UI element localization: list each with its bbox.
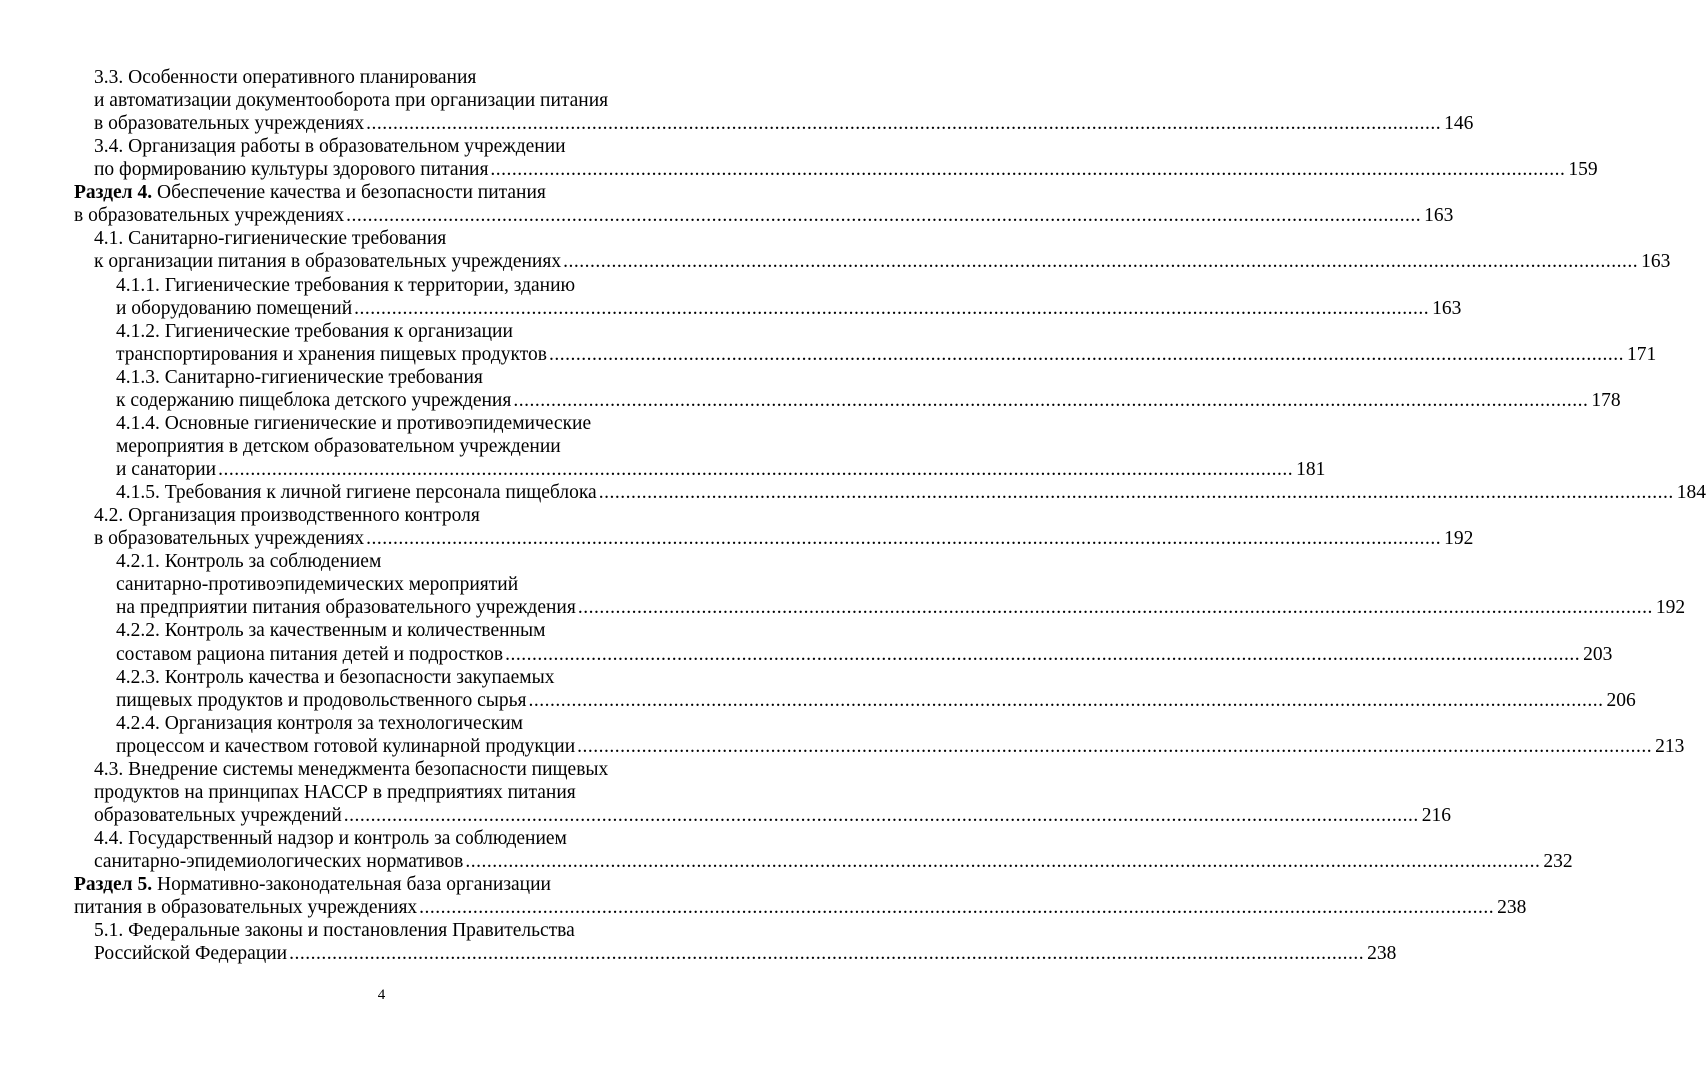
toc-line-text: 4.1. Санитарно-гигиенические требования	[94, 228, 447, 250]
toc-page-number: 206	[1606, 689, 1636, 711]
toc-line	[94, 250, 1671, 273]
page-number: 4	[377, 987, 386, 1003]
toc-line-text: санитарно-противоэпидемических мероприятий	[116, 574, 519, 596]
toc-line-text: к содержанию пищеблока детского учреждения	[116, 389, 512, 411]
toc-line-text: образовательных учреждений	[94, 804, 342, 826]
toc-page-number: 163	[1641, 251, 1671, 273]
dot-leader: ........................................................................................................................................................................................................	[490, 159, 1566, 181]
toc-line	[116, 596, 1686, 619]
toc-line	[116, 343, 1657, 366]
toc-line-text: и автоматизации документооборота при организации питания	[94, 90, 609, 112]
toc-line-text: санитарно-эпидемиологических нормативов	[94, 851, 464, 873]
toc-line	[116, 689, 1636, 712]
toc-line	[116, 412, 591, 435]
toc-line-text	[74, 182, 546, 203]
toc-page-number: 159	[1568, 159, 1598, 181]
toc-line	[74, 873, 551, 896]
toc-line	[94, 112, 1474, 135]
dot-leader: ........................................................................................................................................................................................................	[505, 643, 1581, 665]
toc-page-number: 181	[1296, 459, 1326, 481]
toc-page-number: 146	[1444, 113, 1474, 135]
toc-line-text: и санатории	[116, 459, 217, 481]
section-title: Обеспечение качества и безопасности питания	[152, 182, 546, 204]
toc-page-number: 192	[1444, 528, 1474, 550]
toc-line-text: пищевых продуктов и продовольственного сырья	[116, 689, 527, 711]
dot-leader: ........................................................................................................................................................................................................	[528, 689, 1604, 711]
toc-line-text: процессом и качеством готовой кулинарной продукции	[116, 735, 576, 757]
toc-line-text: в образовательных учреждениях	[74, 205, 345, 227]
toc-line	[94, 504, 480, 527]
toc-line-text: мероприятия в детском образовательном учреждении	[116, 435, 561, 457]
toc-line	[116, 550, 381, 573]
dot-leader: ........................................................................................................................................................................................................	[366, 528, 1442, 550]
toc-line	[116, 712, 523, 735]
toc-line-text: 3.3. Особенности оперативного планирования	[94, 67, 477, 88]
toc-page-number: 192	[1655, 597, 1686, 619]
dot-leader: ........................................................................................................................................................................................................	[563, 251, 1639, 273]
toc-line-text: 4.2.1. Контроль за соблюдением	[116, 551, 382, 573]
toc-line	[94, 158, 1598, 181]
toc-line	[116, 435, 561, 458]
section-label: Раздел 4.	[74, 182, 153, 204]
toc-line-text: к организации питания в образовательных учреждениях	[94, 251, 562, 273]
toc-line	[116, 643, 1613, 666]
toc-line-text: продуктов на принципах НАССР в предприятиях питания	[94, 781, 576, 803]
toc-line	[94, 66, 476, 89]
dot-leader: ........................................................................................................................................................................................................	[343, 804, 1419, 826]
toc-line-text: по формированию культуры здорового питания	[94, 159, 489, 181]
dot-leader: ........................................................................................................................................................................................................	[218, 459, 1294, 481]
toc-page-number: 163	[1432, 297, 1462, 319]
toc-line-text: транспортирования и хранения пищевых продуктов	[116, 343, 547, 365]
toc-line	[94, 135, 566, 158]
section-title: Нормативно-законодательная база организации	[152, 874, 551, 896]
dot-leader: ........................................................................................................................................................................................................	[465, 851, 1541, 873]
toc-line-text: 4.2. Организация производственного контроля	[94, 505, 480, 527]
toc-line	[116, 666, 554, 689]
toc-line-text: Российской Федерации	[94, 943, 288, 965]
toc-page-number: 238	[1367, 943, 1397, 965]
toc-line-text: 4.2.2. Контроль за качественным и количественным	[116, 620, 546, 642]
toc-line	[116, 274, 575, 297]
toc-line-text: 4.2.3. Контроль качества и безопасности закупаемых	[116, 666, 555, 688]
toc-page-number: 171	[1626, 343, 1657, 365]
toc-line-text: и оборудованию помещений	[116, 297, 353, 319]
toc-line	[94, 781, 576, 804]
toc-page-number: 216	[1421, 804, 1452, 826]
dot-leader: ........................................................................................................................................................................................................	[513, 389, 1589, 411]
toc-line	[116, 458, 1326, 481]
toc-line	[116, 297, 1462, 320]
toc-line	[116, 735, 1685, 758]
toc-line-text: 4.4. Государственный надзор и контроль за соблюдением	[94, 827, 567, 849]
toc-line	[94, 850, 1573, 873]
dot-leader: ........................................................................................................................................................................................................	[577, 735, 1653, 757]
toc-line	[94, 919, 575, 942]
toc-line	[74, 204, 1454, 227]
toc-line	[94, 89, 608, 112]
toc-line-text: 3.4. Организация работы в образовательном учреждении	[94, 136, 566, 158]
toc-line-text: питания в образовательных учреждениях	[74, 897, 418, 919]
toc-line	[74, 896, 1527, 919]
dot-leader: ........................................................................................................................................................................................................	[354, 297, 1430, 319]
dot-leader: ........................................................................................................................................................................................................	[548, 343, 1624, 365]
toc-line-text: в образовательных учреждениях	[94, 113, 365, 135]
toc-line	[116, 619, 545, 642]
toc-line-text	[74, 874, 551, 895]
toc-line	[116, 320, 513, 343]
toc-line-text: 4.3. Внедрение системы менеджмента безопасности пищевых	[94, 758, 609, 780]
toc-line-text: 4.1.5. Требования к личной гигиене персонала пищеблока	[116, 482, 597, 504]
toc-line-text: в образовательных учреждениях	[94, 528, 365, 550]
toc-line-text: 4.1.4. Основные гигиенические и противоэпидемические	[116, 412, 592, 434]
toc-page-number: 213	[1655, 735, 1685, 757]
toc-page-number: 178	[1591, 389, 1621, 411]
toc-line-text: на предприятии питания образовательного учреждения	[116, 597, 576, 619]
toc-line	[94, 827, 567, 850]
dot-leader: ........................................................................................................................................................................................................	[419, 897, 1495, 919]
section-label: Раздел 5.	[74, 874, 153, 896]
toc-line-text: 4.1.3. Санитарно-гигиенические требования	[116, 366, 483, 388]
toc-page-number: 203	[1583, 643, 1613, 665]
toc-line	[116, 366, 483, 389]
toc-line	[94, 227, 446, 250]
toc-line	[116, 573, 518, 596]
toc-page-number: 238	[1497, 897, 1527, 919]
toc-line-text: 5.1. Федеральные законы и постановления Правительства	[94, 920, 575, 942]
toc-line-text: 4.1.1. Гигиенические требования к территории, зданию	[116, 274, 576, 296]
toc-page-number: 184	[1676, 482, 1706, 504]
toc-line	[94, 758, 608, 781]
toc-page-number: 163	[1424, 205, 1454, 227]
dot-leader: ........................................................................................................................................................................................................	[289, 943, 1365, 965]
dot-leader: ........................................................................................................................................................................................................	[346, 205, 1422, 227]
toc-line	[94, 804, 1452, 827]
toc-line	[74, 181, 546, 204]
dot-leader: ........................................................................................................................................................................................................	[577, 597, 1653, 619]
toc-line	[94, 942, 1397, 965]
toc-line	[116, 389, 1621, 412]
dot-leader: ........................................................................................................................................................................................................	[598, 482, 1674, 504]
dot-leader: ........................................................................................................................................................................................................	[366, 113, 1442, 135]
toc-page-number: 232	[1543, 851, 1573, 873]
toc-line	[94, 527, 1474, 550]
toc-line-text: 4.2.4. Организация контроля за технологическим	[116, 712, 524, 734]
toc-line-text: 4.1.2. Гигиенические требования к организации	[116, 320, 513, 342]
toc-line-text: составом рациона питания детей и подростков	[116, 643, 504, 665]
toc-line	[116, 481, 1706, 504]
